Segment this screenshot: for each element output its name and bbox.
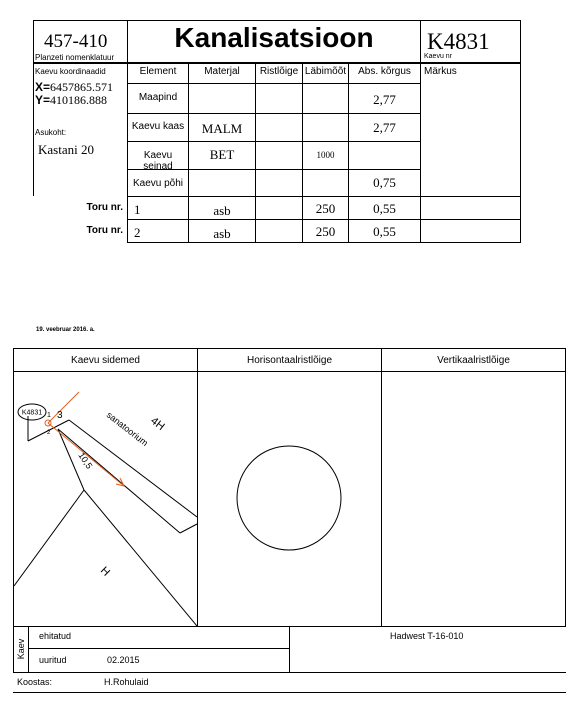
coord-y-value: 410186.888 — [50, 93, 108, 107]
row-element: Maapind — [138, 92, 178, 103]
well-number-label: Kaevu nr — [424, 53, 453, 60]
horizontal-section-drawing — [198, 372, 381, 626]
pipe-label: Toru nr. — [86, 225, 123, 236]
row-materjal: BET — [209, 147, 235, 162]
row-element: Kaevu kaas — [131, 121, 185, 132]
coords-label: Kaevu koordinaadid — [35, 67, 106, 76]
col-materjal: Materjal — [204, 66, 240, 77]
footer-ehitatud-label: ehitatud — [39, 631, 72, 641]
coord-x-label: X= — [35, 80, 51, 94]
col-korgus: Abs. kõrgus — [358, 66, 411, 77]
row-korgus: 2,77 — [373, 120, 396, 135]
road-edge-line — [14, 490, 84, 586]
coord-y — [35, 93, 107, 108]
panel-title-horisontaal: Horisontaalristlõige — [246, 355, 333, 366]
panel-title-sidemed: Kaevu sidemed — [71, 355, 140, 366]
coord-y-label: Y= — [35, 93, 51, 107]
road-edge-line — [180, 524, 197, 533]
pipe-korgus: 0,55 — [373, 201, 396, 216]
col-element: Element — [139, 66, 177, 77]
footer-uuritud-date: 02.2015 — [107, 655, 140, 665]
pipe-materjal: asb — [213, 203, 231, 218]
panel-title-vertikaal: Vertikaalristlõige — [437, 355, 510, 366]
planzett-number: 457-410 — [44, 31, 108, 52]
distance-label: 10,5 — [76, 450, 95, 471]
well-number: K4831 — [427, 29, 490, 54]
location-label: Asukoht: — [35, 128, 67, 137]
footer-uuritud-label: uuritud — [39, 655, 67, 665]
building-label-sanatoorium: sanatoorium — [104, 409, 150, 449]
pipe-arrow — [48, 392, 79, 423]
footer-koostas-value: H.Rohulaid — [104, 677, 149, 687]
pipe-label: Toru nr. — [86, 202, 123, 213]
coord-x-value: 6457865.571 — [50, 80, 114, 94]
road-edge-line — [84, 490, 197, 626]
footer-koostas-label: Koostas: — [17, 677, 53, 687]
road-edge-line — [58, 429, 180, 533]
row-labimoot: 1000 — [316, 150, 335, 160]
sketch-num-2: 2 — [47, 430, 51, 436]
location-value: Kastani 20 — [38, 142, 94, 157]
col-markus: Märkus — [424, 66, 457, 77]
footer-reference: Hadwest T-16-010 — [390, 631, 464, 641]
pipe-materjal: asb — [213, 226, 231, 241]
building-label-h: H — [97, 564, 112, 579]
building-label-4h: 4H — [148, 414, 167, 434]
row-element: Kaevu põhi — [132, 178, 184, 189]
page-title: Kanalisatsioon — [174, 22, 374, 53]
row-element: Kaevu seinad — [143, 150, 173, 172]
row-korgus: 2,77 — [373, 92, 396, 107]
pipe-labimoot: 250 — [315, 224, 336, 239]
sketch-num-1: 1 — [47, 412, 51, 419]
footer-kaev-label: Kaev — [16, 638, 26, 660]
planzett-label: Planzeti nomenklatuur — [35, 53, 115, 62]
well-tag-text: K4831 — [21, 409, 43, 417]
row-korgus: 0,75 — [373, 175, 396, 190]
pipe-nr: 2 — [134, 225, 141, 240]
col-labimoot: Läbimõõt — [304, 66, 347, 77]
pipe-arrows — [45, 392, 124, 486]
pipe-labimoot: 250 — [315, 201, 336, 216]
col-ristloige: Ristlõige — [259, 66, 299, 77]
connections-sketch — [14, 372, 197, 626]
sketch-num-3: 3 — [57, 410, 63, 421]
document-date: 19. veebruar 2016. a. — [36, 327, 95, 333]
row-materjal: MALM — [201, 121, 243, 136]
well-section-circle — [237, 446, 341, 550]
pipe-nr: 1 — [134, 202, 141, 217]
pipe-korgus: 0,55 — [373, 224, 396, 239]
